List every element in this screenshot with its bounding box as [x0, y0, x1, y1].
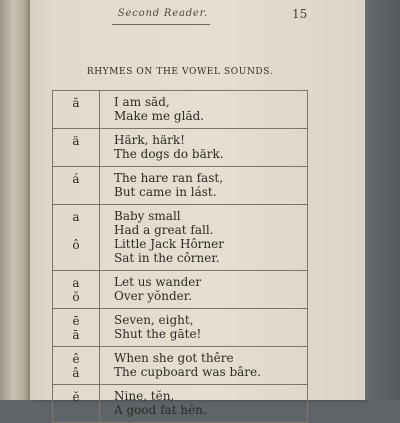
table-row: [53, 271, 308, 309]
vowel-mark: ä: [72, 134, 80, 148]
rhyme-line: But came in lást.: [114, 185, 217, 199]
vowel-mark: [53, 186, 99, 200]
vowel-cell: [53, 129, 100, 167]
vowel-cell: [53, 271, 100, 309]
vowel-cell: [53, 205, 100, 271]
table-row: [53, 205, 308, 271]
rhyme-line: Härk, härk!: [114, 133, 185, 147]
vowel-cell: [53, 167, 100, 205]
running-title: Second Reader.: [117, 8, 209, 19]
vowel-mark: [53, 148, 99, 162]
vowel-mark: [53, 252, 99, 266]
rhyme-line: Shut the gāte!: [114, 327, 202, 341]
rhyme-line: Seven, eight,: [114, 313, 194, 327]
vowel-cell: [53, 347, 100, 385]
vowel-mark: ĕ: [72, 390, 80, 404]
table-row: [53, 347, 308, 385]
page-number: 15: [292, 7, 308, 21]
rhyme-cell: [100, 129, 308, 167]
rhyme-cell: [100, 271, 308, 309]
rhyme-line: Little Jack Hôrner: [114, 237, 224, 251]
rhyme-line: The dogs do bärk.: [114, 147, 224, 161]
vowel-mark: ô: [72, 238, 80, 252]
rhyme-cell: [100, 167, 308, 205]
rhyme-line: Nine, tĕn,: [114, 389, 175, 403]
vowel-mark: [53, 224, 99, 238]
table-row: [53, 129, 308, 167]
rhyme-line: Let us wander: [114, 275, 202, 289]
vowel-mark: ŏ: [72, 290, 80, 304]
vowel-mark: [53, 110, 99, 124]
vowel-mark: a: [72, 210, 80, 224]
rhyme-cell: [100, 205, 308, 271]
rhyme-line: The cupboard was bâre.: [114, 365, 261, 379]
vowel-cell: [53, 385, 100, 423]
rhyme-line: A good fat hĕn.: [114, 403, 207, 417]
rhyme-line: When she got thêre: [114, 351, 234, 365]
vowel-mark: a: [72, 276, 80, 290]
header-rule: [112, 24, 210, 25]
vowel-mark: á: [72, 172, 80, 186]
rhyme-cell: [100, 347, 308, 385]
rhyme-line: Baby small: [114, 209, 181, 223]
rhyme-line: Sat in the côrner.: [114, 251, 220, 265]
vowel-mark: â: [72, 366, 80, 380]
vowel-mark: ā: [72, 328, 80, 342]
rhyme-cell: [100, 385, 308, 423]
vowel-mark: ê: [72, 352, 80, 366]
vowel-cell: [53, 91, 100, 129]
rhyme-line: Make me glăd.: [114, 109, 205, 123]
vowel-mark: [53, 404, 99, 418]
rhyme-line: I am săd,: [114, 95, 170, 109]
rhyme-line: Had a great fall.: [114, 223, 214, 237]
table-row: [53, 91, 308, 129]
page-edge: [365, 0, 400, 400]
vowel-mark: ē: [72, 314, 80, 328]
rhyme-cell: [100, 91, 308, 129]
section-title: RHYMES ON THE VOWEL SOUNDS.: [86, 67, 274, 77]
table-row: [53, 167, 308, 205]
rhyme-line: Over yŏnder.: [114, 289, 193, 303]
rhyme-line: The hare ran fast,: [114, 171, 224, 185]
rhyme-table: [52, 90, 308, 423]
book-binding: [0, 0, 30, 400]
vowel-mark: ă: [72, 96, 80, 110]
rhyme-cell: [100, 309, 308, 347]
table-row: [53, 309, 308, 347]
vowel-cell: [53, 309, 100, 347]
table-row: [53, 385, 308, 423]
